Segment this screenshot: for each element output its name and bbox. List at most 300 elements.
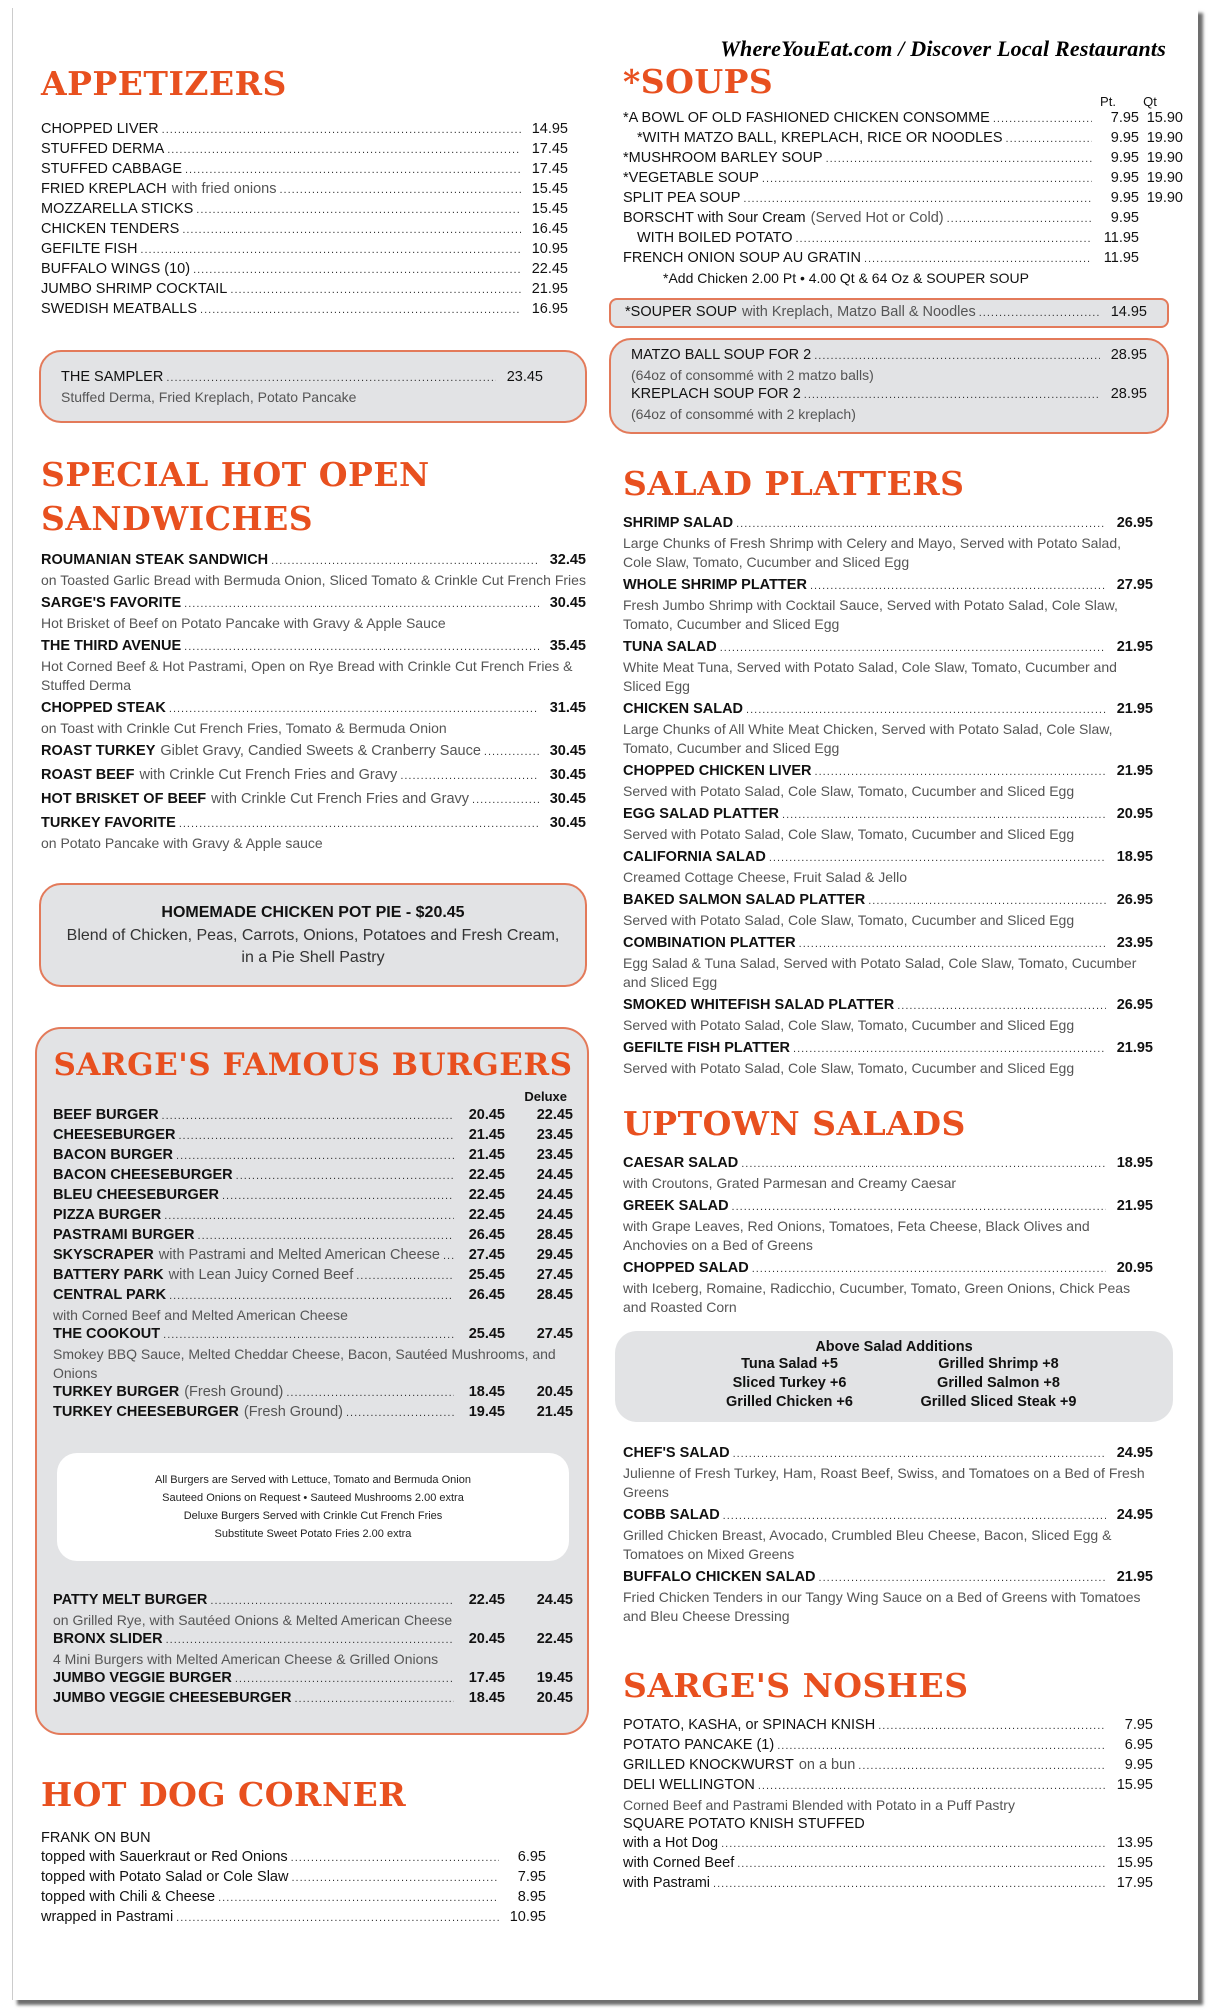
right-column	[623, 58, 1183, 1894]
item-row	[41, 594, 586, 614]
section-title: HOT DOG CORNER	[41, 1775, 407, 1814]
item-name: CENTRAL PARK	[53, 1287, 167, 1303]
item-row	[53, 1669, 573, 1689]
menu-item	[41, 637, 586, 695]
item-list	[623, 1834, 1183, 1894]
item-desc: Served with Potato Salad, Cole Slaw, Tomato, Cucumber and Sliced Egg	[623, 1060, 1075, 1076]
menu-item	[53, 1146, 573, 1166]
pint-price: 9.95	[1110, 130, 1139, 146]
item-row	[53, 1383, 573, 1403]
sandwiches-section	[41, 453, 586, 987]
item-price: 35.45	[549, 638, 586, 654]
soup-footnote: *Add Chicken 2.00 Pt • 4.00 Qt & 64 Oz & SOUPER SOUP	[663, 270, 1029, 286]
menu-item	[41, 1908, 586, 1928]
item-row	[623, 934, 1153, 954]
item-name: CHOPPED SALAD	[623, 1260, 749, 1276]
item-name: PASTRAMI BURGER	[53, 1227, 195, 1243]
menu-item	[53, 1206, 573, 1226]
item-price: 26.95	[1116, 892, 1153, 908]
menu-item	[623, 149, 1183, 169]
item-row	[41, 814, 586, 834]
item-name: GREEK SALAD	[623, 1198, 729, 1214]
item-price: 10.95	[531, 241, 568, 257]
item-row	[53, 1126, 573, 1146]
item-desc: Creamed Cottage Cheese, Fruit Salad & Jello	[623, 869, 908, 885]
item-name: CHICKEN SALAD	[623, 701, 744, 717]
item-note: with Pastrami and Melted American Cheese	[158, 1247, 440, 1263]
item-row	[623, 1568, 1153, 1588]
item-name: *VEGETABLE SOUP	[623, 170, 759, 186]
item-row	[623, 1506, 1153, 1526]
item-price: 20.95	[1116, 806, 1153, 822]
item-name: EGG SALAD PLATTER	[623, 806, 780, 822]
soups-section	[623, 62, 1183, 434]
deluxe-price: 24.45	[536, 1592, 573, 1608]
item-price: 30.45	[549, 791, 586, 807]
item-price: 17.95	[1116, 1875, 1153, 1891]
pint-price: 9.95	[1110, 150, 1139, 166]
item-price: 26.95	[1116, 997, 1153, 1013]
item-row	[41, 300, 586, 320]
item-desc: Served with Potato Salad, Cole Slaw, Tomato, Cucumber and Sliced Egg	[623, 783, 1075, 799]
item-row	[623, 189, 1183, 209]
deluxe-price: 20.45	[536, 1690, 573, 1706]
item-name: *MUSHROOM BARLEY SOUP	[623, 150, 823, 166]
item-row	[623, 700, 1153, 720]
item-name: TUNA SALAD	[623, 639, 717, 655]
item-list	[53, 1591, 573, 1709]
item-row	[623, 1716, 1183, 1736]
item-row	[623, 1259, 1153, 1279]
deluxe-price: 27.45	[536, 1326, 573, 1342]
burger-notes-box: All Burgers are Served with Lettuce, Tomato and Bermuda Onion Sauteed Onions on Request • Sauteed Mushrooms 2.00 extra Deluxe Burgers Served with Crinkle Cut French Fries Substitute Sweet Potato Fries 2.00 extra	[57, 1453, 569, 1561]
menu-item	[41, 742, 586, 762]
menu-item	[623, 805, 1183, 844]
item-list	[623, 109, 1183, 269]
item-row	[623, 1834, 1183, 1854]
menu-item	[41, 160, 586, 180]
menu-item	[53, 1226, 573, 1246]
item-note: Giblet Gravy, Candied Sweets & Cranberry Sauce	[160, 743, 481, 759]
item-desc: Fried Chicken Tenders in our Tangy Wing Sauce on a Bed of Greens with Tomatoes and Bleu Cheese Dressing	[623, 1589, 1141, 1624]
item-price: 15.95	[1116, 1777, 1153, 1793]
item-name: HOT BRISKET OF BEEF	[41, 791, 207, 807]
item-row	[631, 385, 1147, 405]
menu-item	[41, 280, 586, 300]
item-row	[53, 1266, 573, 1286]
menu-item	[41, 1888, 586, 1908]
sampler-box	[39, 350, 587, 423]
menu-item	[41, 766, 586, 786]
item-row	[623, 891, 1153, 911]
item-price: 8.95	[517, 1889, 546, 1905]
item-price: 22.45	[468, 1167, 505, 1183]
item-desc: Grilled Chicken Breast, Avocado, Crumbled Bleu Cheese, Bacon, Sliced Egg & Tomatoes on Mixed Greens	[623, 1527, 1112, 1562]
item-desc: Served with Potato Salad, Cole Slaw, Tomato, Cucumber and Sliced Egg	[623, 826, 1075, 842]
item-row	[41, 766, 586, 786]
item-price: 30.45	[549, 595, 586, 611]
item-price: 7.95	[1124, 1717, 1153, 1733]
menu-item	[41, 120, 586, 140]
item-name: CHEESEBURGER	[53, 1127, 176, 1143]
item-row	[623, 996, 1153, 1016]
menu-item	[623, 189, 1183, 209]
item-price: 21.95	[1116, 701, 1153, 717]
soup-for-two-box	[609, 338, 1169, 434]
deluxe-price: 19.45	[536, 1670, 573, 1686]
item-name: WITH BOILED POTATO	[637, 230, 793, 246]
item-name: CHEF'S SALAD	[623, 1445, 730, 1461]
additions-grid: Tuna Salad +5 Grilled Shrimp +8 Sliced Turkey +6 Grilled Salmon +8 Grilled Chicken +6 Grilled Sliced Steak +9	[726, 1356, 1077, 1410]
item-name: GRILLED KNOCKWURST	[623, 1757, 794, 1773]
menu-item	[631, 385, 1147, 424]
item-price: 6.95	[1124, 1737, 1153, 1753]
item-row	[623, 229, 1183, 249]
item-price: 24.95	[1116, 1507, 1153, 1523]
menu-item	[41, 260, 586, 280]
item-note: with Crinkle Cut French Fries and Gravy	[211, 791, 470, 807]
item-price: 22.45	[468, 1207, 505, 1223]
item-row	[41, 637, 586, 657]
section-title: SPECIAL HOT OPEN SANDWICHES	[41, 455, 430, 538]
menu-item	[623, 762, 1183, 801]
item-price: 19.45	[468, 1404, 505, 1420]
section-title: APPETIZERS	[41, 64, 287, 103]
quart-price: 19.90	[1146, 190, 1183, 206]
item-list	[631, 346, 1147, 424]
deluxe-price: 29.45	[536, 1247, 573, 1263]
item-row	[623, 638, 1153, 658]
item-name: TURKEY CHEESEBURGER	[53, 1404, 239, 1420]
menu-item	[53, 1591, 573, 1630]
menu-item	[53, 1246, 573, 1266]
menu-item	[623, 1039, 1183, 1078]
menu-item	[623, 1444, 1183, 1502]
menu-item	[53, 1126, 573, 1146]
item-desc: Large Chunks of Fresh Shrimp with Celery and Mayo, Served with Potato Salad, Cole Slaw, Tomato, Cucumber and Sliced Egg	[623, 535, 1122, 570]
item-name: SPLIT PEA SOUP	[623, 190, 741, 206]
item-price: 21.95	[1116, 639, 1153, 655]
pot-pie-title: HOMEMADE CHICKEN POT PIE - $20.45	[161, 904, 465, 921]
quart-price: 19.90	[1146, 130, 1183, 146]
item-price: 26.45	[468, 1287, 505, 1303]
item-name: KREPLACH SOUP FOR 2	[631, 386, 801, 402]
item-price: 10.95	[509, 1909, 546, 1925]
item-row	[623, 1776, 1183, 1796]
menu-item	[41, 551, 586, 590]
item-name: BEEF BURGER	[53, 1107, 159, 1123]
item-name: THE COOKOUT	[53, 1326, 161, 1342]
item-price: 25.45	[468, 1326, 505, 1342]
burgers-section	[35, 1027, 589, 1735]
item-name: COMBINATION PLATTER	[623, 935, 796, 951]
item-name: ROUMANIAN STEAK SANDWICH	[41, 552, 269, 568]
item-price: 30.45	[549, 743, 586, 759]
noshes-section	[623, 1666, 1183, 1894]
item-row	[53, 1166, 573, 1186]
item-price: 18.95	[1116, 849, 1153, 865]
item-price: 27.45	[468, 1247, 505, 1263]
item-price: 20.45	[468, 1107, 505, 1123]
menu-item	[53, 1106, 573, 1126]
menu-item	[53, 1186, 573, 1206]
item-desc: on Grilled Rye, with Sautéed Onions & Melted American Cheese	[53, 1612, 453, 1628]
item-desc: Served with Potato Salad, Cole Slaw, Tomato, Cucumber and Sliced Egg	[623, 1017, 1075, 1033]
item-price: 16.45	[531, 221, 568, 237]
item-price: 21.95	[531, 281, 568, 297]
item-price: 21.95	[1116, 1040, 1153, 1056]
item-name: BATTERY PARK	[53, 1267, 164, 1283]
item-name: topped with Sauerkraut or Red Onions	[41, 1849, 288, 1865]
item-desc: Smokey BBQ Sauce, Melted Cheddar Cheese, Bacon, Sautéed Mushrooms, and Onions	[53, 1346, 556, 1381]
item-row	[41, 790, 586, 810]
item-price: 31.45	[549, 700, 586, 716]
pot-pie-desc: Blend of Chicken, Peas, Carrots, Onions, Potatoes and Fresh Cream, in a Pie Shell Pastry	[66, 927, 560, 966]
item-name: BAKED SALMON SALAD PLATTER	[623, 892, 866, 908]
item-name: with Pastrami	[623, 1875, 711, 1891]
item-note: on a bun	[798, 1757, 856, 1773]
section-title: *SOUPS	[623, 62, 774, 101]
knish-header: SQUARE POTATO KNISH STUFFED	[623, 1816, 865, 1832]
menu-item	[623, 1854, 1183, 1874]
menu-item	[623, 1259, 1183, 1317]
quart-price: 19.90	[1146, 150, 1183, 166]
pint-price: 11.95	[1103, 250, 1139, 266]
item-row	[623, 109, 1183, 129]
item-name: with a Hot Dog	[623, 1835, 719, 1851]
deluxe-price: 24.45	[536, 1207, 573, 1223]
item-row	[41, 160, 586, 180]
item-list	[41, 1848, 586, 1928]
item-price: 17.45	[468, 1670, 505, 1686]
deluxe-price: 22.45	[536, 1631, 573, 1647]
item-list	[41, 120, 586, 320]
item-row	[623, 169, 1183, 189]
item-name: MATZO BALL SOUP FOR 2	[631, 347, 812, 363]
item-row	[41, 200, 586, 220]
item-desc: with Iceberg, Romaine, Radicchio, Cucumber, Tomato, Green Onions, Chick Peas and Roasted Corn	[623, 1280, 1131, 1315]
item-row	[623, 209, 1183, 229]
menu-item	[53, 1325, 573, 1383]
item-name: BLEU CHEESEBURGER	[53, 1187, 219, 1203]
item-price: 21.95	[1116, 763, 1153, 779]
item-row	[53, 1246, 573, 1266]
deluxe-price: 21.45	[536, 1404, 573, 1420]
item-price: 17.45	[531, 161, 568, 177]
item-row	[41, 742, 586, 762]
menu-item	[623, 891, 1183, 930]
item-name: SHRIMP SALAD	[623, 515, 734, 531]
item-note: (Fresh Ground)	[184, 1384, 284, 1400]
item-name: ROAST TURKEY	[41, 743, 156, 759]
item-row	[41, 240, 586, 260]
menu-item	[41, 220, 586, 240]
item-price: 15.45	[531, 201, 568, 217]
menu-item	[623, 514, 1183, 572]
item-price: 18.45	[468, 1384, 505, 1400]
item-price: 21.45	[468, 1147, 505, 1163]
menu-page	[12, 8, 1198, 2000]
menu-item	[623, 576, 1183, 634]
pint-price: 9.95	[1110, 190, 1139, 206]
item-row	[631, 346, 1147, 366]
item-price: 7.95	[517, 1869, 546, 1885]
menu-item	[623, 1756, 1183, 1776]
item-row	[53, 1689, 573, 1709]
item-row	[53, 1591, 573, 1611]
item-price: 6.95	[517, 1849, 546, 1865]
item-name: PIZZA BURGER	[53, 1207, 162, 1223]
item-row	[623, 1854, 1183, 1874]
additions-title: Above Salad Additions	[815, 1339, 973, 1355]
item-name: POTATO, KASHA, or SPINACH KNISH	[623, 1717, 876, 1733]
deluxe-price: 28.45	[536, 1287, 573, 1303]
item-row	[623, 249, 1183, 269]
item-row	[623, 576, 1153, 596]
item-name: *A BOWL OF OLD FASHIONED CHICKEN CONSOMME	[623, 110, 990, 126]
item-row	[41, 699, 586, 719]
menu-item	[41, 699, 586, 738]
item-desc: Egg Salad & Tuna Salad, Served with Potato Salad, Cole Slaw, Tomato, Cucumber and Sliced Egg	[623, 955, 1137, 990]
menu-item	[623, 1716, 1183, 1736]
menu-item	[623, 1197, 1183, 1255]
item-row	[41, 260, 586, 280]
item-desc: 4 Mini Burgers with Melted American Cheese & Grilled Onions	[53, 1651, 439, 1667]
item-desc: on Toasted Garlic Bread with Bermuda Onion, Sliced Tomato & Crinkle Cut French Fries	[41, 572, 586, 588]
menu-item	[623, 169, 1183, 189]
item-desc: (64oz of consommé with 2 kreplach)	[631, 406, 856, 422]
item-desc: with Corned Beef and Melted American Cheese	[53, 1307, 348, 1323]
item-price: 18.95	[1116, 1155, 1153, 1171]
item-row	[53, 1106, 573, 1126]
item-row	[623, 848, 1153, 868]
pint-price: 11.95	[1103, 230, 1139, 246]
menu-item	[41, 300, 586, 320]
section-title: SARGE'S FAMOUS BURGERS	[53, 1047, 573, 1083]
item-row	[623, 1154, 1153, 1174]
item-desc: Hot Brisket of Beef on Potato Pancake with Gravy & Apple Sauce	[41, 615, 446, 631]
item-name: JUMBO VEGGIE BURGER	[53, 1670, 232, 1686]
item-price: 21.95	[1116, 1198, 1153, 1214]
item-name: STUFFED DERMA	[41, 141, 165, 157]
deluxe-price: 23.45	[536, 1147, 573, 1163]
item-name: WHOLE SHRIMP PLATTER	[623, 577, 807, 593]
souper-soup-box	[609, 298, 1169, 328]
menu-item	[631, 346, 1147, 385]
item-price: 22.45	[468, 1592, 505, 1608]
item-note: with fried onions	[171, 181, 277, 197]
item-name: THE SAMPLER	[61, 369, 164, 385]
item-row	[623, 149, 1183, 169]
item-price: 23.95	[1116, 935, 1153, 951]
item-row	[41, 220, 586, 240]
deluxe-price: 22.45	[536, 1107, 573, 1123]
menu-item	[623, 209, 1183, 229]
item-name: SWEDISH MEATBALLS	[41, 301, 198, 317]
item-name: CALIFORNIA SALAD	[623, 849, 766, 865]
menu-item	[623, 1776, 1183, 1815]
menu-item	[53, 1689, 573, 1709]
item-row	[623, 762, 1153, 782]
deluxe-price: 23.45	[536, 1127, 573, 1143]
item-desc: White Meat Tuna, Served with Potato Salad, Cole Slaw, Tomato, Cucumber and Sliced Egg	[623, 659, 1117, 694]
item-name: SKYSCRAPER	[53, 1247, 154, 1263]
menu-item	[623, 1874, 1183, 1894]
menu-item	[623, 1568, 1183, 1626]
item-price: 22.45	[468, 1187, 505, 1203]
item-price: 28.95	[1110, 386, 1147, 402]
item-name: CHOPPED CHICKEN LIVER	[623, 763, 812, 779]
item-note: (Fresh Ground)	[243, 1404, 343, 1420]
item-row	[623, 129, 1183, 149]
menu-item	[53, 1266, 573, 1286]
item-row	[623, 514, 1153, 534]
menu-item	[623, 638, 1183, 696]
menu-item	[623, 700, 1183, 758]
item-row	[41, 120, 586, 140]
item-name: GEFILTE FISH	[41, 241, 138, 257]
item-name: CAESAR SALAD	[623, 1155, 739, 1171]
item-price: 16.95	[531, 301, 568, 317]
menu-item	[53, 1383, 573, 1403]
item-name: STUFFED CABBAGE	[41, 161, 182, 177]
item-name: wrapped in Pastrami	[41, 1909, 174, 1925]
item-name: TURKEY FAVORITE	[41, 815, 176, 831]
salad-additions-box	[615, 1331, 1173, 1422]
menu-item	[623, 129, 1183, 149]
item-name: FRIED KREPLACH	[41, 181, 167, 197]
item-row	[623, 1756, 1183, 1776]
menu-item	[623, 249, 1183, 269]
menu-item	[623, 1834, 1183, 1854]
item-price: 32.45	[549, 552, 586, 568]
item-name: BUFFALO CHICKEN SALAD	[623, 1569, 816, 1585]
item-note: with Lean Juicy Corned Beef	[168, 1267, 354, 1283]
item-row	[623, 1039, 1153, 1059]
item-price: 13.95	[1116, 1835, 1153, 1851]
pot-pie-box	[39, 883, 587, 987]
menu-item	[623, 1736, 1183, 1756]
item-price: 22.45	[531, 261, 568, 277]
item-row	[41, 1868, 586, 1888]
quart-price: 19.90	[1146, 170, 1183, 186]
item-desc: Served with Potato Salad, Cole Slaw, Tomato, Cucumber and Sliced Egg	[623, 912, 1075, 928]
item-desc: on Toast with Crinkle Cut French Fries, Tomato & Bermuda Onion	[41, 720, 447, 736]
section-title: SARGE'S NOSHES	[623, 1666, 969, 1705]
menu-item	[623, 1506, 1183, 1564]
pint-price: 9.95	[1110, 210, 1139, 226]
quart-price: 15.90	[1146, 110, 1183, 126]
section-title: UPTOWN SALADS	[623, 1104, 966, 1143]
menu-item: *SOUPER SOUP with Kreplach, Matzo Ball & Noodles ..... 14.95	[625, 303, 1153, 323]
item-note: (Served Hot or Cold)	[810, 210, 944, 226]
item-list	[41, 551, 586, 853]
item-price: 15.95	[1116, 1855, 1153, 1871]
item-price: 20.45	[468, 1631, 505, 1647]
menu-item	[41, 814, 586, 853]
item-row	[41, 1848, 586, 1868]
item-desc: Large Chunks of All White Meat Chicken, Served with Potato Salad, Cole Slaw, Tomato, Cucumber and Sliced Egg	[623, 721, 1113, 756]
menu-item	[53, 1403, 573, 1423]
item-price: 28.95	[1110, 347, 1147, 363]
item-price: 9.95	[1124, 1757, 1153, 1773]
item-name: topped with Potato Salad or Cole Slaw	[41, 1869, 289, 1885]
item-note: with Crinkle Cut French Fries and Gravy	[139, 767, 398, 783]
item-name: BACON BURGER	[53, 1147, 174, 1163]
item-name: with Corned Beef	[623, 1855, 735, 1871]
item-row	[53, 1206, 573, 1226]
item-row	[623, 1197, 1153, 1217]
